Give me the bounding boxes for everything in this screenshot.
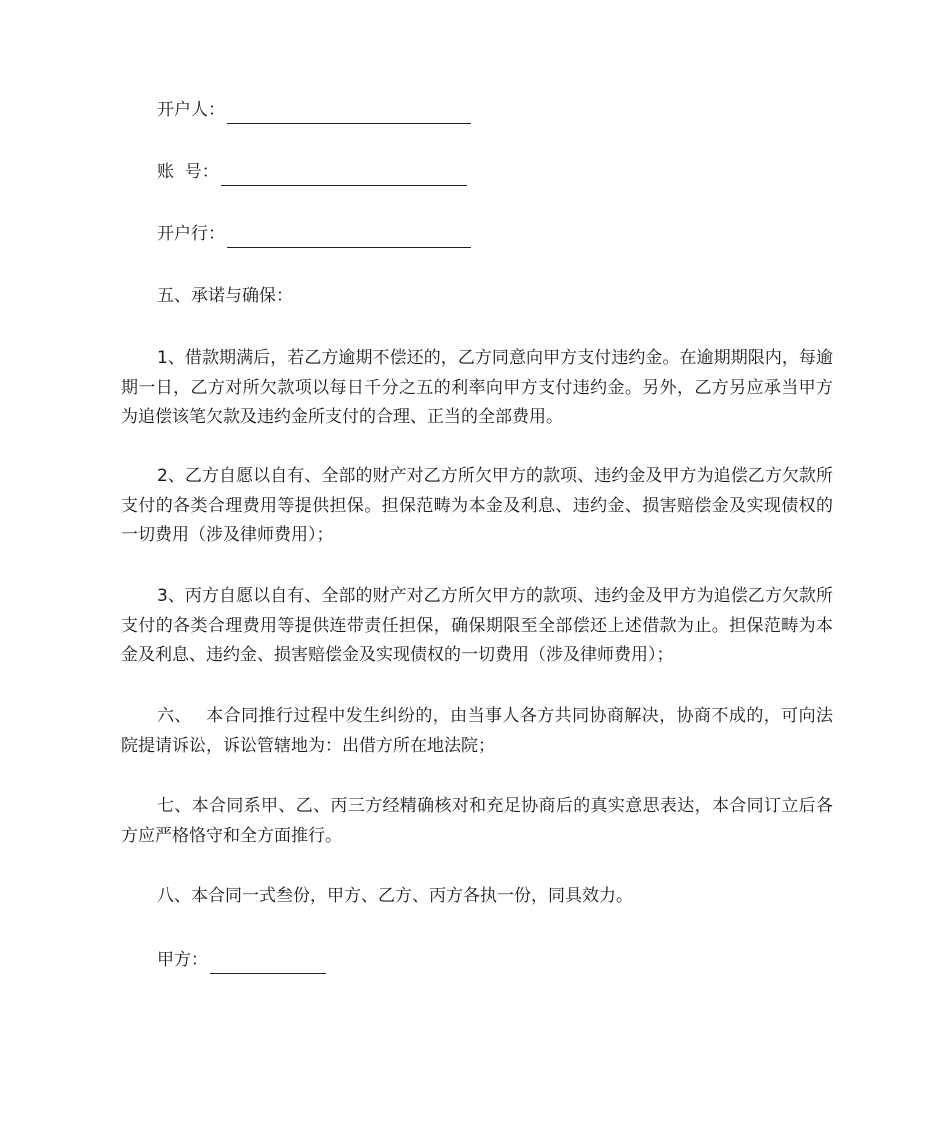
section6-number: 六、 — [157, 706, 192, 726]
party-a-label: 甲方： — [157, 950, 208, 970]
account-holder-blank — [227, 103, 471, 124]
section6-paragraph — [121, 702, 833, 761]
section5-heading: 五、承诺与确保： — [157, 286, 293, 306]
section7-paragraph: 七、本合同系甲、乙、丙三方经精确核对和充足协商后的真实意思表达，本合同订立后各方应严格恪守和全方面推行。 — [121, 796, 833, 846]
bank-field — [157, 220, 471, 248]
account-number-field — [157, 158, 467, 186]
bank-label: 开户行： — [157, 224, 225, 244]
account-holder-field — [157, 96, 471, 124]
party-a-blank — [210, 953, 326, 974]
section5-paragraph-2: 2、乙方自愿以自有、全部的财产对乙方所欠甲方的款项、违约金及甲方为追偿乙方欠款所支付的各类合理费用等提供担保。担保范畴为本金及利息、违约金、损害赔偿金及实现债权的一切费用（涉及律师费用）； — [121, 466, 833, 545]
section6-text: 本合同推行过程中发生纠纷的，由当事人各方共同协商解决，协商不成的，可向法院提请诉讼，诉讼管辖地为：出借方所在地法院； — [121, 706, 833, 756]
bank-blank — [227, 227, 471, 248]
party-a-signature-field — [157, 946, 326, 974]
section5-paragraph-1: 1、借款期满后，若乙方逾期不偿还的，乙方同意向甲方支付违约金。在逾期期限内，每逾期一日，乙方对所欠款项以每日千分之五的利率向甲方支付违约金。另外，乙方另应承当甲方为追偿该笔欠款及违约金所支付的合理、正当的全部费用。 — [121, 348, 833, 427]
account-number-blank — [221, 165, 467, 186]
account-holder-label: 开户人： — [157, 100, 225, 120]
section8-paragraph: 八、本合同一式叁份，甲方、乙方、丙方各执一份，同具效力。 — [157, 886, 633, 906]
section5-paragraph-3: 3、丙方自愿以自有、全部的财产对乙方所欠甲方的款项、违约金及甲方为追偿乙方欠款所支付的各类合理费用等提供连带责任担保，确保期限至全部偿还上述借款为止。担保范畴为本金及利息、违约金、损害赔偿金及实现债权的一切费用（涉及律师费用）； — [121, 586, 833, 665]
account-number-label: 账 号： — [157, 162, 219, 182]
